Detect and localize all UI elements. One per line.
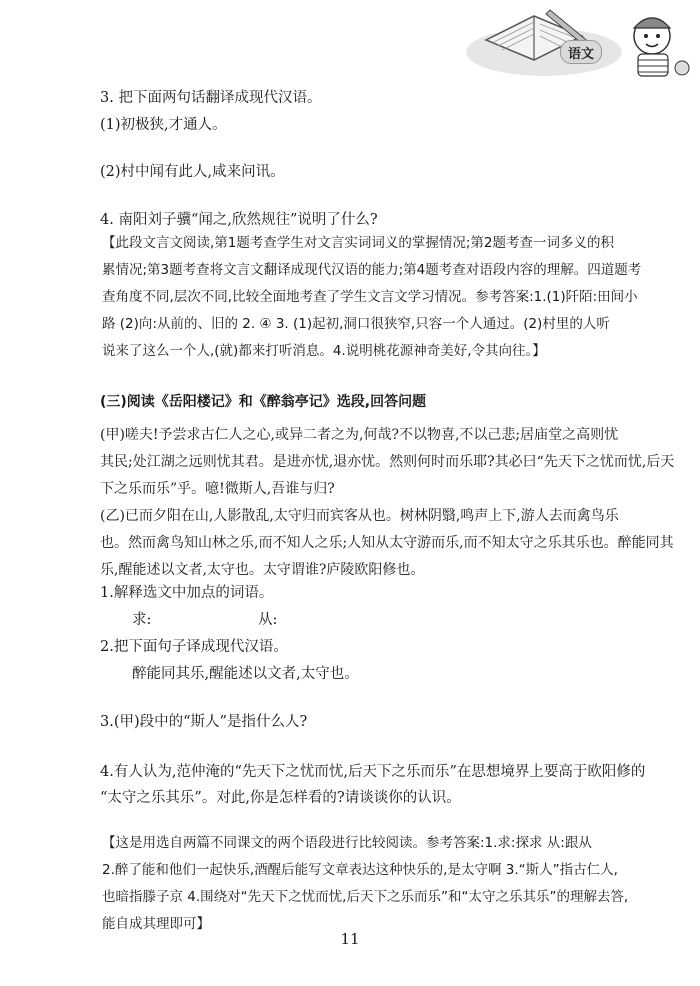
answer-line: 累情况;第3题考查将文言文翻译成现代汉语的能力;第4题考查对语段内容的理解。四道题考 [102,262,642,278]
passage-line: (甲)嗟夫!予尝求古仁人之心,或异二者之为,何哉?不以物喜,不以己悲;居庙堂之高则忧 [100,427,619,443]
question-3-item-2: (2)村中闻有此人,咸来问讯。 [100,164,285,180]
answer-line: 说来了这么一个人,(就)都来打听消息。4.说明桃花源神奇美好,令其向往。】 [102,343,546,359]
answer-line: 【此段文言文阅读,第1题考查学生对文言实词词义的掌握情况;第2题考查一词多义的积 [102,235,615,251]
passage-line: 其民;处江湖之远则忧其君。是进亦忧,退亦忧。然则何时而乐耶?其必曰“先天下之忧而忧,后天 [100,454,675,470]
passage-line: (乙)已而夕阳在山,人影散乱,太守归而宾客从也。树林阴翳,鸣声上下,游人去而禽鸟乐 [100,508,619,524]
answer-line: 【这是用选自两篇不同课文的两个语段进行比较阅读。参考答案:1.求:探求 从:跟从 [102,835,592,851]
classical-passage [100,422,675,584]
question-3-translate: 3. 把下面两句话翻译成现代汉语。 [100,90,322,106]
answer-line: 能自成其理即可】 [102,916,210,932]
s3-question-1-cong: 从: [258,612,278,628]
s3-question-1-qiu: 求: [132,612,152,628]
s3-question-4-line-1: 4.有人认为,范仲淹的“先天下之忧而忧,后天下之乐而乐”在思想境界上要高于欧阳修的 [100,764,646,780]
section-3-title: (三)阅读《岳阳楼记》和《醉翁亭记》选段,回答问题 [100,394,427,410]
subject-badge: 语文 [560,40,602,64]
passage-line: 也。然而禽鸟知山林之乐,而不知人之乐;人知从太守游而乐,而不知太守之乐其乐也。醉能同其 [100,535,674,551]
question-3-item-1: (1)初极狭,才通人。 [100,117,227,133]
answer-line: 也暗指滕子京 4.围绕对“先天下之忧而忧,后天下之乐而乐”和“太守之乐其乐”的理解去答, [102,889,629,905]
s3-question-3: 3.(甲)段中的“斯人”是指什么人? [100,714,308,730]
s3-question-2: 2.把下面句子译成现代汉语。 [100,639,288,655]
answer-block-section-3 [102,830,629,938]
s3-question-4-line-2: “太守之乐其乐”。对此,你是怎样看的?请谈谈你的认识。 [100,790,461,806]
answer-block-section-2 [102,230,642,365]
answer-line: 路 (2)向:从前的、旧的 2. ④ 3. (1)起初,洞口很狭窄,只容一个人通过。(2)村里的人听 [102,316,610,332]
s3-question-2-sentence: 醉能同其乐,醒能述以文者,太守也。 [132,666,359,682]
answer-line: 查角度不同,层次不同,比较全面地考查了学生文言文学习情况。参考答案:1.(1)阡陌:田间小 [102,289,638,305]
header-decoration [464,2,694,80]
passage-line: 乐,醒能述以文者,太守也。太守谓谁?庐陵欧阳修也。 [100,562,425,578]
passage-line: 下之乐而乐”乎。噫!微斯人,吾谁与归? [100,481,335,497]
answer-line: 2.醉了能和他们一起快乐,酒醒后能写文章表达这种快乐的,是太守啊 3.“斯人”指古仁人, [102,862,618,878]
s3-question-1: 1.解释选文中加点的词语。 [100,585,274,601]
question-4: 4. 南阳刘子骥“闻之,欣然规往”说明了什么? [100,212,378,228]
page-number: 11 [340,930,360,948]
